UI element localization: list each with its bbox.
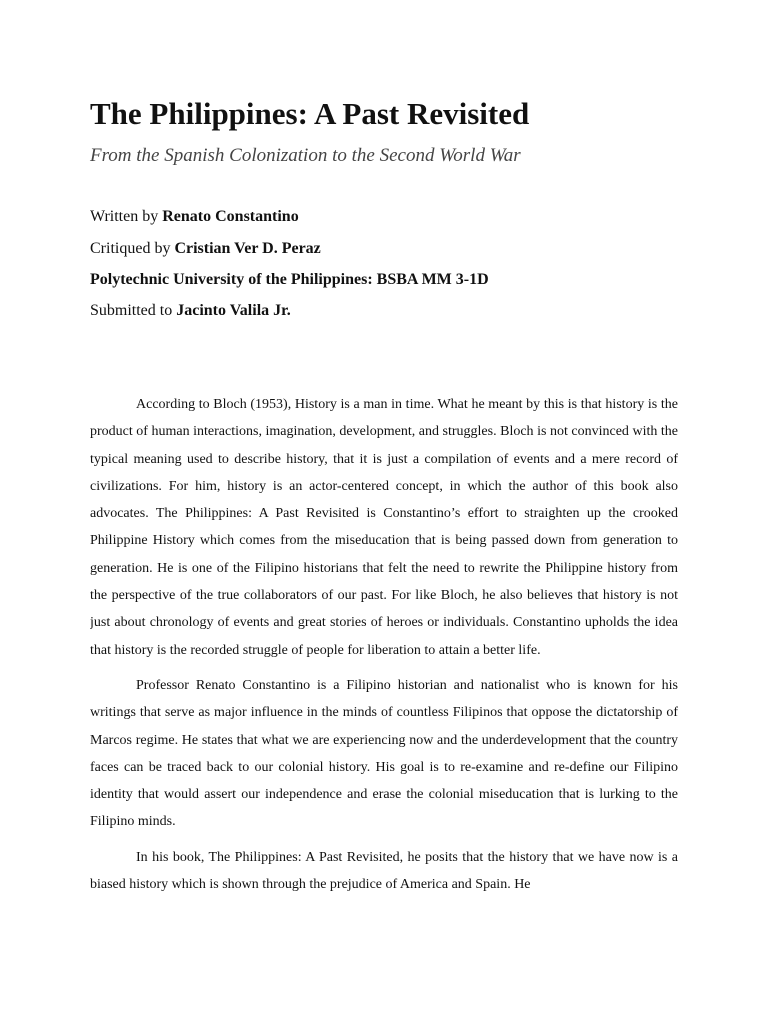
author-prefix: Written by — [90, 208, 163, 225]
critiquer-line — [90, 237, 321, 261]
institution-line — [90, 268, 489, 292]
critiquer-name: Cristian Ver D. Peraz — [174, 240, 321, 257]
body-paragraph-3: In his book, The Philippines: A Past Revisited, he posits that the history that we have now is a biased history which is shown through the prejudice of America and Spain. He — [90, 849, 678, 893]
submitted-name: Jacinto Valila Jr. — [176, 302, 291, 319]
submitted-prefix: Submitted to — [90, 302, 177, 319]
document-subtitle: From the Spanish Colonization to the Second World War — [90, 145, 521, 166]
document-body — [90, 391, 678, 1024]
author-name: Renato Constantino — [162, 208, 299, 225]
institution-name: Polytechnic University of the Philippines: BSBA MM 3-1D — [90, 271, 489, 288]
document-title: The Philippines: A Past Revisited — [90, 96, 530, 131]
critiquer-prefix: Critiqued by — [90, 240, 175, 257]
author-line — [90, 205, 299, 229]
body-paragraph-1: According to Bloch (1953), History is a man in time. What he meant by this is that history is the product of human interactions, imagination, development, and struggles. Bloch is not convinced with the typical meaning used to describe history, that it is just a compilation of events and a mere record of civilizations. For him, history is an actor-centered concept, in which the author of this book also advocates. The Philippines: A Past Revisited is Constantino’s effort to straighten up the crooked Philippine History which comes from the miseducation that is being passed down from generation to generation. He is one of the Filipino historians that felt the need to rewrite the Philippine history from the perspective of the true collaborators of our past. For like Bloch, he also believes that history is not just about chronology of events and great stories of heroes or individuals. Constantino upholds the idea that history is the recorded struggle of people for liberation to attain a better life. — [90, 397, 678, 658]
body-paragraph-2: Professor Renato Constantino is a Filipino historian and nationalist who is known for his writings that serve as major influence in the minds of countless Filipinos that oppose the dictatorship of Marcos regime. He states that what we are experiencing now and the underdevelopment that the country faces can be traced back to our colonial history. His goal is to re-examine and re-define our Filipino identity that would assert our independence and erase the colonial miseducation that is lurking to the Filipino minds. — [90, 677, 678, 830]
submitted-line — [90, 299, 291, 323]
